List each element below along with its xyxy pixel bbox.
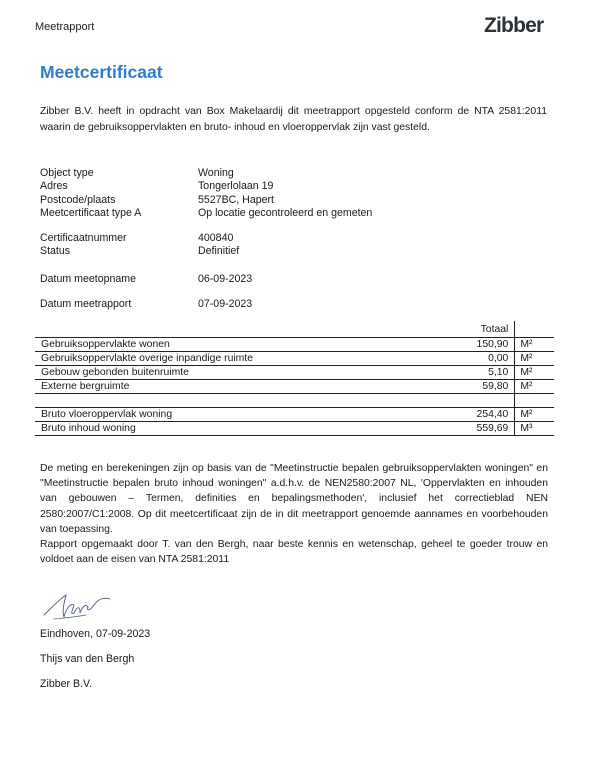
table-row bbox=[35, 338, 554, 352]
status-label: Status bbox=[40, 245, 71, 257]
row-unit: M² bbox=[515, 338, 554, 352]
place-date: Eindhoven, 07-09-2023 bbox=[40, 628, 151, 640]
row-unit: M³ bbox=[515, 422, 554, 436]
row-label: Gebouw gebonden buitenruimte bbox=[35, 366, 443, 380]
date-measure-label: Datum meetopname bbox=[40, 273, 136, 285]
gap-cell bbox=[515, 394, 554, 408]
row-unit: M² bbox=[515, 408, 554, 422]
table-row bbox=[35, 408, 554, 422]
postcode-value: 5527BC, Hapert bbox=[198, 194, 274, 206]
row-label: Bruto inhoud woning bbox=[35, 422, 443, 436]
table-row bbox=[35, 422, 554, 436]
row-unit: M² bbox=[515, 380, 554, 394]
signer-name: Thijs van den Bergh bbox=[40, 653, 135, 665]
row-value: 59,80 bbox=[443, 380, 515, 394]
row-value: 150,90 bbox=[443, 338, 515, 352]
row-label: Gebruiksoppervlakte overige inpandige ruimte bbox=[35, 352, 443, 366]
signature-image bbox=[40, 585, 120, 625]
row-unit: M² bbox=[515, 352, 554, 366]
date-measure-value: 06-09-2023 bbox=[198, 273, 253, 285]
certtype-label: Meetcertificaat type A bbox=[40, 207, 142, 219]
zibber-logo: Zibber bbox=[484, 14, 544, 37]
row-value: 559,69 bbox=[443, 422, 515, 436]
table-gap-row bbox=[35, 394, 554, 408]
page-title: Meetcertificaat bbox=[40, 62, 163, 82]
address-value: Tongerlolaan 19 bbox=[198, 180, 274, 192]
address-label: Adres bbox=[40, 180, 68, 192]
table-row bbox=[35, 366, 554, 380]
table-header-total: Totaal bbox=[480, 323, 509, 335]
header-label: Meetrapport bbox=[35, 21, 95, 33]
table-row bbox=[35, 380, 554, 394]
gap-cell bbox=[443, 394, 515, 408]
company-name: Zibber B.V. bbox=[40, 678, 93, 690]
object-type-label: Object type bbox=[40, 167, 94, 179]
date-report-value: 07-09-2023 bbox=[198, 298, 253, 310]
date-report-label: Datum meetrapport bbox=[40, 298, 132, 310]
row-value: 0,00 bbox=[443, 352, 515, 366]
measurement-table bbox=[35, 321, 554, 436]
certtype-value: Op locatie gecontroleerd en gemeten bbox=[198, 207, 373, 219]
row-label: Externe bergruimte bbox=[35, 380, 443, 394]
object-type-value: Woning bbox=[198, 167, 234, 179]
gap-cell bbox=[35, 394, 443, 408]
row-value: 254,40 bbox=[443, 408, 515, 422]
table-header-unit bbox=[515, 321, 554, 338]
row-value: 5,10 bbox=[443, 366, 515, 380]
statement-paragraph: Rapport opgemaakt door T. van den Bergh, naar beste kennis en wetenschap, geheel te goeder trouw en voldoet aan de eisen van NTA 2581:2011 bbox=[40, 539, 548, 566]
row-label: Gebruiksoppervlakte wonen bbox=[35, 338, 443, 352]
status-value: Definitief bbox=[198, 245, 240, 257]
certnr-value: 400840 bbox=[198, 232, 234, 244]
certnr-label: Certificaatnummer bbox=[40, 232, 127, 244]
intro-paragraph: Zibber B.V. heeft in opdracht van Box Makelaardij dit meetrapport opgesteld conform de NTA 2581:2011 waarin de gebruiksoppervlakten en bruto- inhoud en vloeroppervlak zijn vast gesteld. bbox=[40, 106, 547, 133]
table-row bbox=[35, 352, 554, 366]
row-unit: M² bbox=[515, 366, 554, 380]
postcode-label: Postcode/plaats bbox=[40, 194, 116, 206]
row-label: Bruto vloeroppervlak woning bbox=[35, 408, 443, 422]
methodology-paragraph: De meting en berekeningen zijn op basis van de "Meetinstructie bepalen gebruiksoppervlakten woningen" en "Meetinstructie bepalen bruto inhoud woningen" a.d.h.v. de NEN2580:2007 NL, 'Oppervlakten en inhouden van gebouwen – Termen, definities en bepalingsmethoden', inclusief het correctieblad NEN 2580:2007/C1:2008. Op dit meetcertificaat zijn de in dit meetrapport genoemde aannames en voorbehouden van toepassing. bbox=[40, 463, 548, 535]
table-header-row bbox=[35, 321, 554, 338]
table-header-spacer bbox=[35, 321, 443, 338]
